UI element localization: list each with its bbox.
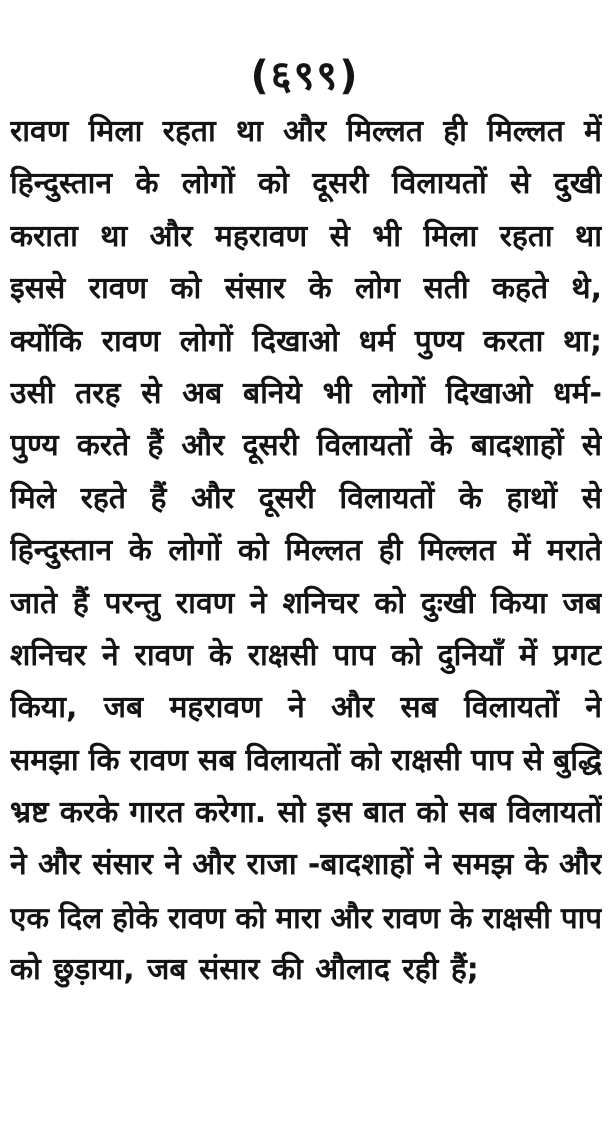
text-line: रावण मिला रहता था और मिल्लत ही मिल्लत में — [10, 114, 602, 149]
text-line: जाते हैं परन्तु रावण ने शनिचर को दुःखी किया जब — [10, 585, 602, 621]
text-line: हिन्दुस्तान के लोगों को मिल्लत ही मिल्लत में मराते — [10, 533, 602, 569]
text-line: ने और संसार ने और राजा -बादशाहों ने समझ के और — [10, 847, 602, 883]
text-line: को छुड़ाया, जब संसार की औलाद रही हैं; — [10, 952, 479, 988]
text-line: मिले रहते हैं और दूसरी विलायतों के हाथों से — [10, 480, 602, 516]
text-line: हिन्दुस्तान के लोगों को दूसरी विलायतों से दुखी — [10, 166, 602, 202]
text-line: समझा कि रावण सब विलायतों को राक्षसी पाप से बुद्धि — [10, 742, 602, 778]
text-line: एक दिल होके रावण को मारा और रावण के राक्षसी पाप — [10, 900, 602, 935]
page-number: (६९९) — [250, 53, 360, 99]
text-line: शनिचर ने रावण के राक्षसी पाप को दुनियाँ में प्रगट — [10, 637, 602, 673]
text-line: इससे रावण को संसार के लोग सती कहते थे, — [10, 271, 602, 307]
body-text — [10, 106, 602, 997]
text-line: पुण्य करते हैं और दूसरी विलायतों के बादशाहों से — [10, 428, 602, 464]
text-line: क्योंकि रावण लोगों दिखाओ धर्म पुण्य करता था; — [10, 323, 602, 359]
text-line: किया, जब महरावण ने और सब विलायतों ने — [10, 690, 602, 726]
text-line: उसी तरह से अब बनिये भी लोगों दिखाओ धर्म- — [10, 375, 602, 411]
text-line: भ्रष्ट करके गारत करेगा. सो इस बात को सब विलायतों — [10, 795, 602, 831]
text-line: कराता था और महरावण से भी मिला रहता था — [10, 218, 602, 254]
